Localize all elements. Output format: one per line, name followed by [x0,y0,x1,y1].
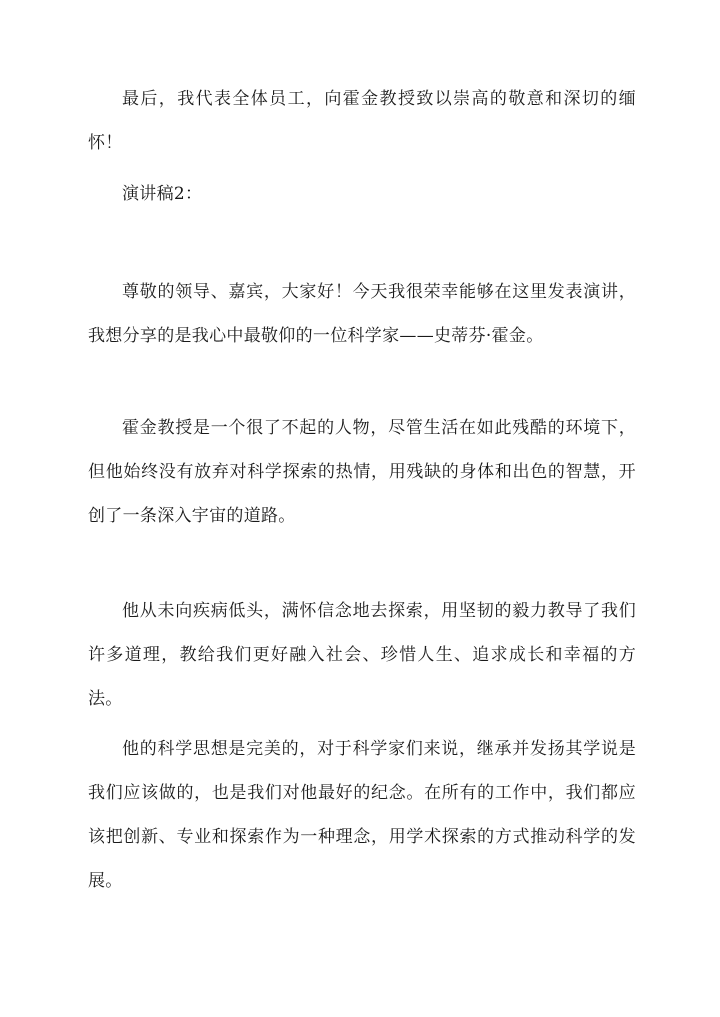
perseverance-paragraph: 他从未向疾病低头，满怀信念地去探索，用坚韧的毅力教导了我们许多道理，教给我们更好融入社会、珍惜人生、追求成长和幸福的方法。 [88,601,636,709]
greeting-paragraph: 尊敬的领导、嘉宾，大家好！今天我很荣幸能够在这里发表演讲，我想分享的是我心中最敬仰的一位科学家——史蒂芬·霍金。 [88,282,636,346]
scientific-thought-paragraph: 他的科学思想是完美的，对于科学家们来说，继承并发扬其学说是我们应该做的，也是我们对他最好的纪念。在所有的工作中，我们都应该把创新、专业和探索作为一种理念，用学术探索的方式推动科学的发展。 [88,739,636,891]
hawking-paragraph: 霍金教授是一个很了不起的人物，尽管生活在如此残酷的环境下，但他始终没有放弃对科学探索的热情，用残缺的身体和出色的智慧，开创了一条深入宇宙的道路。 [88,418,636,526]
closing-paragraph: 最后，我代表全体员工，向霍金教授致以崇高的敬意和深切的缅怀！ [88,89,636,153]
speech-heading: 演讲稿2： [122,184,203,204]
